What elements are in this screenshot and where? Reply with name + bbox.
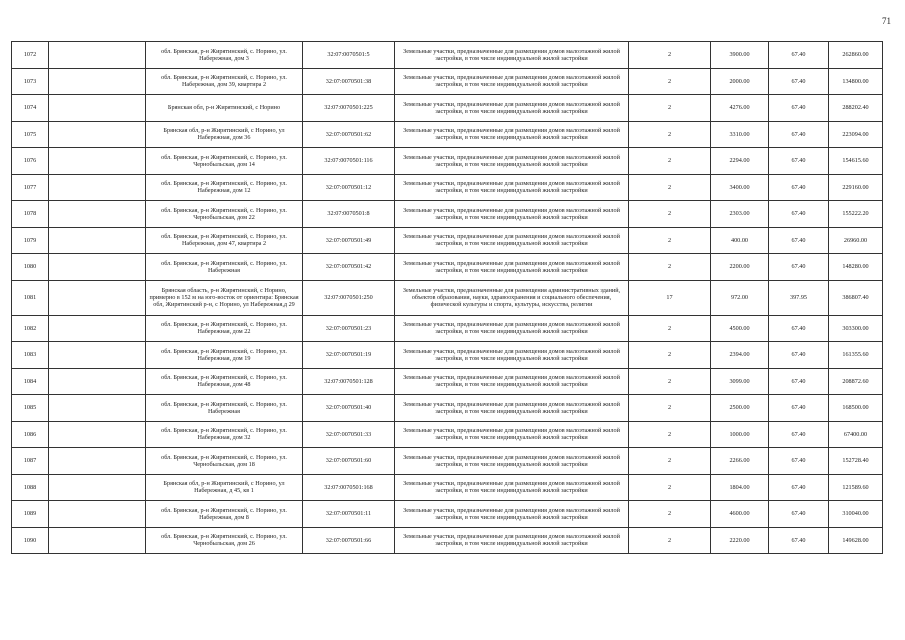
table-row <box>12 254 883 281</box>
cadastral-value-cell: 168500.00 <box>829 395 883 422</box>
address-cell: обл. Брянская, р-н Жирятинский, с. Норино, ул. Набережная, дом 32 <box>146 421 303 448</box>
area-cell: 2294.00 <box>711 148 769 175</box>
cadastral-value-cell: 154615.60 <box>829 148 883 175</box>
group-cell: 2 <box>629 227 711 254</box>
land-use-cell: Земельные участки, предназначенные для размещения домов малоэтажной жилой застройки, в том числе индивидуальной жилой застройки <box>395 42 629 69</box>
area-cell: 3310.00 <box>711 121 769 148</box>
group-cell: 2 <box>629 201 711 228</box>
empty-cell <box>49 254 146 281</box>
group-cell: 2 <box>629 315 711 342</box>
area-cell: 2394.00 <box>711 342 769 369</box>
land-use-cell: Земельные участки, предназначенные для размещения домов малоэтажной жилой застройки, в том числе индивидуальной жилой застройки <box>395 474 629 501</box>
cadastral-number-cell: 32:07:0070501:60 <box>303 448 395 475</box>
address-cell: обл. Брянская, р-н Жирятинский, с. Норино, ул. Набережная, дом 22 <box>146 315 303 342</box>
empty-cell <box>49 501 146 528</box>
cadastral-value-cell: 148280.00 <box>829 254 883 281</box>
empty-cell <box>49 448 146 475</box>
table-row <box>12 421 883 448</box>
address-cell: обл. Брянская, р-н Жирятинский, с. Норино, ул. Чернобыльская, дом 14 <box>146 148 303 175</box>
cadastral-value-cell: 155222.20 <box>829 201 883 228</box>
row-number-cell: 1074 <box>12 95 49 122</box>
cadastral-value-cell: 26960.00 <box>829 227 883 254</box>
table-row <box>12 315 883 342</box>
group-cell: 2 <box>629 474 711 501</box>
row-number-cell: 1087 <box>12 448 49 475</box>
specific-value-cell: 67.40 <box>769 501 829 528</box>
row-number-cell: 1072 <box>12 42 49 69</box>
empty-cell <box>49 201 146 228</box>
table-row <box>12 368 883 395</box>
group-cell: 2 <box>629 368 711 395</box>
address-cell: обл. Брянская, р-н Жирятинский, с. Норино, ул. Набережная, дом 39, квартира 2 <box>146 68 303 95</box>
land-use-cell: Земельные участки, предназначенные для размещения домов малоэтажной жилой застройки, в том числе индивидуальной жилой застройки <box>395 254 629 281</box>
land-use-cell: Земельные участки, предназначенные для размещения административных зданий, объектов образования, науки, здравоохранения и социального обеспечения, физической культуры и спорта, культуры, искусства, религии <box>395 280 629 315</box>
table-row <box>12 280 883 315</box>
cadastral-value-cell: 121589.60 <box>829 474 883 501</box>
cadastral-number-cell: 32:07:0070501:8 <box>303 201 395 228</box>
area-cell: 3400.00 <box>711 174 769 201</box>
group-cell: 2 <box>629 527 711 554</box>
area-cell: 1000.00 <box>711 421 769 448</box>
cadastral-number-cell: 32:07:0070501:168 <box>303 474 395 501</box>
land-use-cell: Земельные участки, предназначенные для размещения домов малоэтажной жилой застройки, в том числе индивидуальной жилой застройки <box>395 368 629 395</box>
specific-value-cell: 397.95 <box>769 280 829 315</box>
group-cell: 2 <box>629 395 711 422</box>
table-row <box>12 174 883 201</box>
group-cell: 2 <box>629 121 711 148</box>
row-number-cell: 1076 <box>12 148 49 175</box>
table-row <box>12 474 883 501</box>
table-row <box>12 448 883 475</box>
empty-cell <box>49 527 146 554</box>
specific-value-cell: 67.40 <box>769 174 829 201</box>
row-number-cell: 1082 <box>12 315 49 342</box>
address-cell: Брянская обл, р-н Жирятинский, с Норино <box>146 95 303 122</box>
empty-cell <box>49 315 146 342</box>
area-cell: 4500.00 <box>711 315 769 342</box>
row-number-cell: 1075 <box>12 121 49 148</box>
group-cell: 2 <box>629 342 711 369</box>
table-row <box>12 121 883 148</box>
land-use-cell: Земельные участки, предназначенные для размещения домов малоэтажной жилой застройки, в том числе индивидуальной жилой застройки <box>395 201 629 228</box>
area-cell: 3900.00 <box>711 42 769 69</box>
cadastral-value-cell: 149628.00 <box>829 527 883 554</box>
empty-cell <box>49 474 146 501</box>
cadastral-value-cell: 152728.40 <box>829 448 883 475</box>
cadastral-value-cell: 223094.00 <box>829 121 883 148</box>
cadastral-value-cell: 67400.00 <box>829 421 883 448</box>
address-cell: обл. Брянская, р-н Жирятинский, с. Норино, ул. Набережная, дом 12 <box>146 174 303 201</box>
land-use-cell: Земельные участки, предназначенные для размещения домов малоэтажной жилой застройки, в том числе индивидуальной жилой застройки <box>395 227 629 254</box>
land-use-cell: Земельные участки, предназначенные для размещения домов малоэтажной жилой застройки, в том числе индивидуальной жилой застройки <box>395 174 629 201</box>
cadastral-value-cell: 262860.00 <box>829 42 883 69</box>
table-row <box>12 201 883 228</box>
empty-cell <box>49 395 146 422</box>
cadastral-number-cell: 32:07:0070501:116 <box>303 148 395 175</box>
row-number-cell: 1090 <box>12 527 49 554</box>
page-number: 71 <box>882 16 891 26</box>
table-row <box>12 68 883 95</box>
table-row <box>12 95 883 122</box>
row-number-cell: 1081 <box>12 280 49 315</box>
group-cell: 2 <box>629 148 711 175</box>
land-use-cell: Земельные участки, предназначенные для размещения домов малоэтажной жилой застройки, в том числе индивидуальной жилой застройки <box>395 501 629 528</box>
land-use-cell: Земельные участки, предназначенные для размещения домов малоэтажной жилой застройки, в том числе индивидуальной жилой застройки <box>395 342 629 369</box>
land-use-cell: Земельные участки, предназначенные для размещения домов малоэтажной жилой застройки, в том числе индивидуальной жилой застройки <box>395 448 629 475</box>
group-cell: 2 <box>629 68 711 95</box>
specific-value-cell: 67.40 <box>769 121 829 148</box>
cadastral-number-cell: 32:07:0070501:5 <box>303 42 395 69</box>
group-cell: 17 <box>629 280 711 315</box>
area-cell: 2200.00 <box>711 254 769 281</box>
cadastral-number-cell: 32:07:0070501:38 <box>303 68 395 95</box>
specific-value-cell: 67.40 <box>769 368 829 395</box>
empty-cell <box>49 42 146 69</box>
row-number-cell: 1077 <box>12 174 49 201</box>
cadastral-number-cell: 32:07:0070501:12 <box>303 174 395 201</box>
land-use-cell: Земельные участки, предназначенные для размещения домов малоэтажной жилой застройки, в том числе индивидуальной жилой застройки <box>395 421 629 448</box>
cadastral-value-cell: 386807.40 <box>829 280 883 315</box>
land-use-cell: Земельные участки, предназначенные для размещения домов малоэтажной жилой застройки, в том числе индивидуальной жилой застройки <box>395 68 629 95</box>
cadastral-value-cell: 310040.00 <box>829 501 883 528</box>
row-number-cell: 1088 <box>12 474 49 501</box>
cadastral-number-cell: 32:07:0070501:128 <box>303 368 395 395</box>
specific-value-cell: 67.40 <box>769 201 829 228</box>
address-cell: обл. Брянская, р-н Жирятинский, с. Норино, ул. Набережная, дом 47, квартира 2 <box>146 227 303 254</box>
specific-value-cell: 67.40 <box>769 254 829 281</box>
area-cell: 2303.00 <box>711 201 769 228</box>
specific-value-cell: 67.40 <box>769 95 829 122</box>
specific-value-cell: 67.40 <box>769 68 829 95</box>
cadastral-number-cell: 32:07:0070501:42 <box>303 254 395 281</box>
cadastral-number-cell: 32:07:0070501:40 <box>303 395 395 422</box>
cadastral-value-cell: 161355.60 <box>829 342 883 369</box>
area-cell: 972.00 <box>711 280 769 315</box>
empty-cell <box>49 68 146 95</box>
table-row <box>12 501 883 528</box>
cadastral-number-cell: 32:07:0070501:11 <box>303 501 395 528</box>
land-use-cell: Земельные участки, предназначенные для размещения домов малоэтажной жилой застройки, в том числе индивидуальной жилой застройки <box>395 315 629 342</box>
row-number-cell: 1079 <box>12 227 49 254</box>
land-plots-table <box>11 41 883 554</box>
empty-cell <box>49 227 146 254</box>
group-cell: 2 <box>629 42 711 69</box>
address-cell: обл. Брянская, р-н Жирятинский, с. Норино, ул. Набережная <box>146 395 303 422</box>
group-cell: 2 <box>629 448 711 475</box>
group-cell: 2 <box>629 95 711 122</box>
specific-value-cell: 67.40 <box>769 342 829 369</box>
area-cell: 4276.00 <box>711 95 769 122</box>
specific-value-cell: 67.40 <box>769 421 829 448</box>
row-number-cell: 1080 <box>12 254 49 281</box>
address-cell: Брянская обл, р-н Жирятинский, с Норино, ул Набережная, дом 36 <box>146 121 303 148</box>
specific-value-cell: 67.40 <box>769 527 829 554</box>
empty-cell <box>49 368 146 395</box>
area-cell: 2000.00 <box>711 68 769 95</box>
area-cell: 400.00 <box>711 227 769 254</box>
specific-value-cell: 67.40 <box>769 42 829 69</box>
specific-value-cell: 67.40 <box>769 395 829 422</box>
group-cell: 2 <box>629 421 711 448</box>
address-cell: обл. Брянская, р-н Жирятинский, с. Норино, ул. Чернобыльская, дом 26 <box>146 527 303 554</box>
group-cell: 2 <box>629 174 711 201</box>
land-use-cell: Земельные участки, предназначенные для размещения домов малоэтажной жилой застройки, в том числе индивидуальной жилой застройки <box>395 121 629 148</box>
land-use-cell: Земельные участки, предназначенные для размещения домов малоэтажной жилой застройки, в том числе индивидуальной жилой застройки <box>395 95 629 122</box>
address-cell: обл. Брянская, р-н Жирятинский, с. Норино, ул. Чернобыльская, дом 22 <box>146 201 303 228</box>
empty-cell <box>49 121 146 148</box>
cadastral-number-cell: 32:07:0070501:33 <box>303 421 395 448</box>
cadastral-number-cell: 32:07:0070501:250 <box>303 280 395 315</box>
cadastral-number-cell: 32:07:0070501:23 <box>303 315 395 342</box>
cadastral-number-cell: 32:07:0070501:49 <box>303 227 395 254</box>
cadastral-value-cell: 229160.00 <box>829 174 883 201</box>
cadastral-value-cell: 208872.60 <box>829 368 883 395</box>
area-cell: 2266.00 <box>711 448 769 475</box>
specific-value-cell: 67.40 <box>769 315 829 342</box>
table-row <box>12 395 883 422</box>
cadastral-value-cell: 288202.40 <box>829 95 883 122</box>
area-cell: 2500.00 <box>711 395 769 422</box>
area-cell: 2220.00 <box>711 527 769 554</box>
table-row <box>12 227 883 254</box>
address-cell: Брянская обл, р-н Жирятинский, с Норино, ул Набережная, д 45, кв 1 <box>146 474 303 501</box>
area-cell: 1804.00 <box>711 474 769 501</box>
cadastral-number-cell: 32:07:0070501:225 <box>303 95 395 122</box>
address-cell: обл. Брянская, р-н Жирятинский, с. Норино, ул. Набережная <box>146 254 303 281</box>
cadastral-number-cell: 32:07:0070501:62 <box>303 121 395 148</box>
land-use-cell: Земельные участки, предназначенные для размещения домов малоэтажной жилой застройки, в том числе индивидуальной жилой застройки <box>395 527 629 554</box>
land-use-cell: Земельные участки, предназначенные для размещения домов малоэтажной жилой застройки, в том числе индивидуальной жилой застройки <box>395 148 629 175</box>
row-number-cell: 1089 <box>12 501 49 528</box>
empty-cell <box>49 148 146 175</box>
row-number-cell: 1086 <box>12 421 49 448</box>
address-cell: обл. Брянская, р-н Жирятинский, с. Норино, ул. Набережная, дом 3 <box>146 42 303 69</box>
row-number-cell: 1085 <box>12 395 49 422</box>
empty-cell <box>49 280 146 315</box>
group-cell: 2 <box>629 501 711 528</box>
table-row <box>12 148 883 175</box>
specific-value-cell: 67.40 <box>769 474 829 501</box>
empty-cell <box>49 95 146 122</box>
specific-value-cell: 67.40 <box>769 148 829 175</box>
land-use-cell: Земельные участки, предназначенные для размещения домов малоэтажной жилой застройки, в том числе индивидуальной жилой застройки <box>395 395 629 422</box>
cadastral-value-cell: 303300.00 <box>829 315 883 342</box>
cadastral-number-cell: 32:07:0070501:66 <box>303 527 395 554</box>
table-row <box>12 42 883 69</box>
area-cell: 4600.00 <box>711 501 769 528</box>
row-number-cell: 1078 <box>12 201 49 228</box>
table-row <box>12 527 883 554</box>
specific-value-cell: 67.40 <box>769 227 829 254</box>
table-row <box>12 342 883 369</box>
address-cell: обл. Брянская, р-н Жирятинский, с. Норино, ул. Набережная, дом 19 <box>146 342 303 369</box>
specific-value-cell: 67.40 <box>769 448 829 475</box>
row-number-cell: 1073 <box>12 68 49 95</box>
address-cell: обл. Брянская, р-н Жирятинский, с. Норино, ул. Набережная, дом 8 <box>146 501 303 528</box>
area-cell: 3099.00 <box>711 368 769 395</box>
empty-cell <box>49 342 146 369</box>
empty-cell <box>49 174 146 201</box>
address-cell: обл. Брянская, р-н Жирятинский, с. Норино, ул. Чернобыльская, дом 18 <box>146 448 303 475</box>
cadastral-number-cell: 32:07:0070501:19 <box>303 342 395 369</box>
group-cell: 2 <box>629 254 711 281</box>
row-number-cell: 1084 <box>12 368 49 395</box>
empty-cell <box>49 421 146 448</box>
address-cell: обл. Брянская, р-н Жирятинский, с. Норино, ул. Набережная, дом 48 <box>146 368 303 395</box>
cadastral-value-cell: 134800.00 <box>829 68 883 95</box>
address-cell: Брянская область, р-н Жирятинский, с Норино, примерно в 152 м на юго-восток от ориентира: Брянская обл, Жирятинский р-н, с Норино, ул Набережная,д 29 <box>146 280 303 315</box>
row-number-cell: 1083 <box>12 342 49 369</box>
